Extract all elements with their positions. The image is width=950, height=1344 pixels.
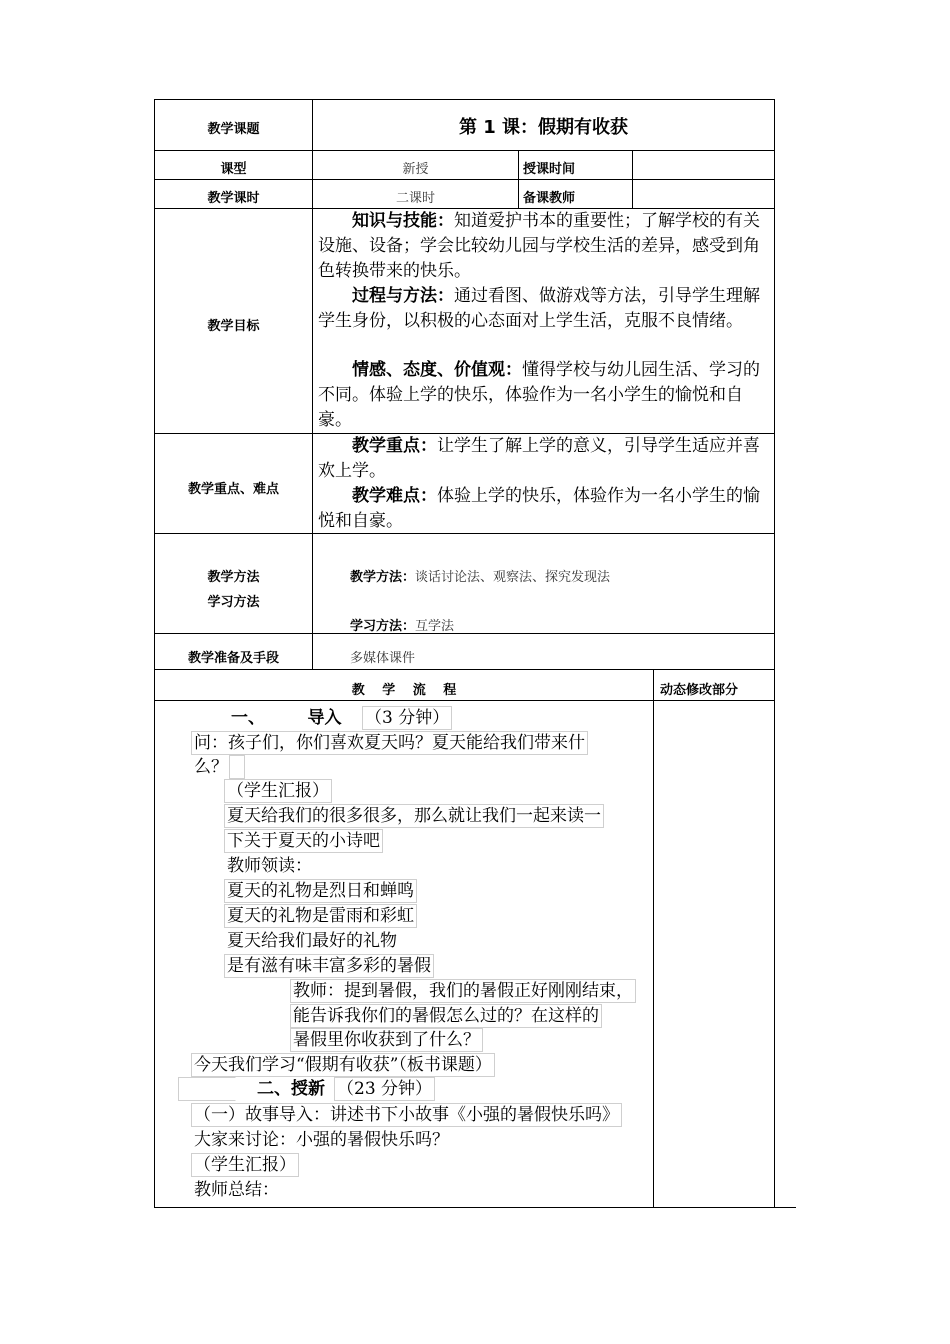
table-right-border	[774, 99, 775, 1208]
flow-line: 夏天的礼物是烈日和蝉鸣	[224, 879, 417, 903]
flow-line: 夏天的礼物是雷雨和彩虹	[224, 904, 417, 928]
flow-empty-box	[229, 755, 245, 779]
goal-knowledge	[318, 209, 773, 284]
goal-knowledge-head: 知识与技能：	[352, 211, 454, 231]
flow-line: 夏天给我们最好的礼物	[227, 931, 397, 951]
goal-process	[318, 284, 773, 334]
table-top-border	[154, 99, 775, 100]
goals-label: 教学目标	[207, 319, 260, 334]
prep-value: 多媒体课件	[350, 651, 416, 666]
key-point-text: 让学生了解上学的意义，引导学生适应并喜欢上学。	[318, 436, 760, 481]
type-value: 新授	[402, 162, 429, 177]
flow-header: 教 学 流 程	[351, 683, 457, 698]
goal-attitude-head: 情感、态度、价值观：	[352, 360, 522, 380]
flow-line: 下关于夏天的小诗吧	[224, 829, 383, 853]
table-rule	[154, 179, 775, 180]
key-point	[318, 434, 773, 484]
flow-line: （一）故事导入：讲述书下小故事《小强的暑假快乐吗》	[191, 1103, 622, 1127]
flow-line: （23 分钟）	[334, 1077, 435, 1101]
goal-knowledge-text: 知道爱护书本的重要性；了解学校的有关设施、设备；学会比较幼儿园与学校生活的差异，感受到角色转换带来的快乐。	[318, 211, 760, 281]
difficult-point	[318, 484, 773, 534]
flow-line: （学生汇报）	[224, 779, 332, 803]
time-label: 授课时间	[523, 162, 576, 177]
cell-divider	[518, 150, 519, 208]
flow-line: 大家来讨论：小强的暑假快乐吗？	[194, 1130, 449, 1150]
flow-line: 问：孩子们，你们喜欢夏天吗？夏天能给我们带来什	[191, 731, 588, 755]
goal-process-head: 过程与方法：	[352, 286, 454, 306]
learn-method-head: 学习方法：	[350, 619, 416, 634]
teach-method-head: 教学方法：	[350, 570, 416, 585]
goal-attitude-text: 懂得学校与幼儿园生活、学习的不同。体验上学的快乐，体验作为一名小学生的愉悦和自豪。	[318, 360, 760, 430]
flow-line: 教师总结：	[194, 1180, 279, 1200]
flow-line: 教师：提到暑假，我们的暑假正好刚刚结束，	[290, 979, 636, 1003]
goal-process-text: 通过看图、做游戏等方法，引导学生理解学生身份，以积极的心态面对上学生活，克服不良情绪。	[318, 286, 760, 331]
cell-divider	[632, 150, 633, 208]
flow-empty-box	[178, 1077, 236, 1101]
table-rule	[154, 633, 775, 634]
flow-line: （3 分钟）	[362, 706, 452, 730]
flow-line: 今天我们学习“假期有收获”（板书课题）	[191, 1053, 495, 1077]
flow-section-new: 二、授新	[257, 1079, 325, 1099]
key-point-head: 教学重点：	[352, 436, 437, 456]
flow-side-header: 动态修改部分	[660, 683, 739, 698]
methods-label-learn: 学习方法	[207, 595, 260, 610]
page-title: 第 1 课：假期有收获	[458, 117, 629, 138]
teach-method-text: 谈话讨论法、观察法、探究发现法	[415, 570, 611, 585]
flow-line: 教师领读：	[227, 856, 312, 876]
keypoints-label: 教学重点、难点	[187, 482, 279, 497]
table-rule	[154, 150, 775, 151]
methods-label-teach: 教学方法	[207, 570, 260, 585]
flow-line: 是有滋有味丰富多彩的暑假	[224, 954, 434, 978]
teach-method	[350, 566, 610, 585]
flow-section-intro: 一、 导入	[231, 708, 342, 728]
topic-label: 教学课题	[207, 122, 260, 137]
flow-line: 暑假里你收获到了什么？	[290, 1028, 483, 1052]
table-rule	[154, 700, 775, 701]
goal-attitude	[318, 358, 773, 433]
teacher-label: 备课教师	[523, 191, 576, 206]
flow-line: （学生汇报）	[191, 1153, 299, 1177]
hours-label: 教学课时	[207, 191, 260, 206]
flow-line: 能告诉我你们的暑假怎么过的？在这样的	[290, 1004, 602, 1028]
flow-line: 么？	[194, 757, 228, 777]
table-rule	[154, 669, 775, 670]
flow-line: 夏天给我们的很多很多，那么就让我们一起来读一	[224, 804, 604, 828]
prep-label: 教学准备及手段	[187, 651, 279, 666]
flow-column-divider	[653, 669, 654, 1208]
hours-value: 二课时	[395, 191, 435, 206]
difficult-point-text: 体验上学的快乐，体验作为一名小学生的愉悦和自豪。	[318, 486, 760, 531]
learn-method-text: 互学法	[415, 619, 455, 634]
difficult-point-head: 教学难点：	[352, 486, 437, 506]
learn-method	[350, 615, 454, 634]
label-column-divider	[312, 99, 313, 670]
table-bottom-border	[154, 1207, 796, 1208]
type-label: 课型	[220, 162, 247, 177]
